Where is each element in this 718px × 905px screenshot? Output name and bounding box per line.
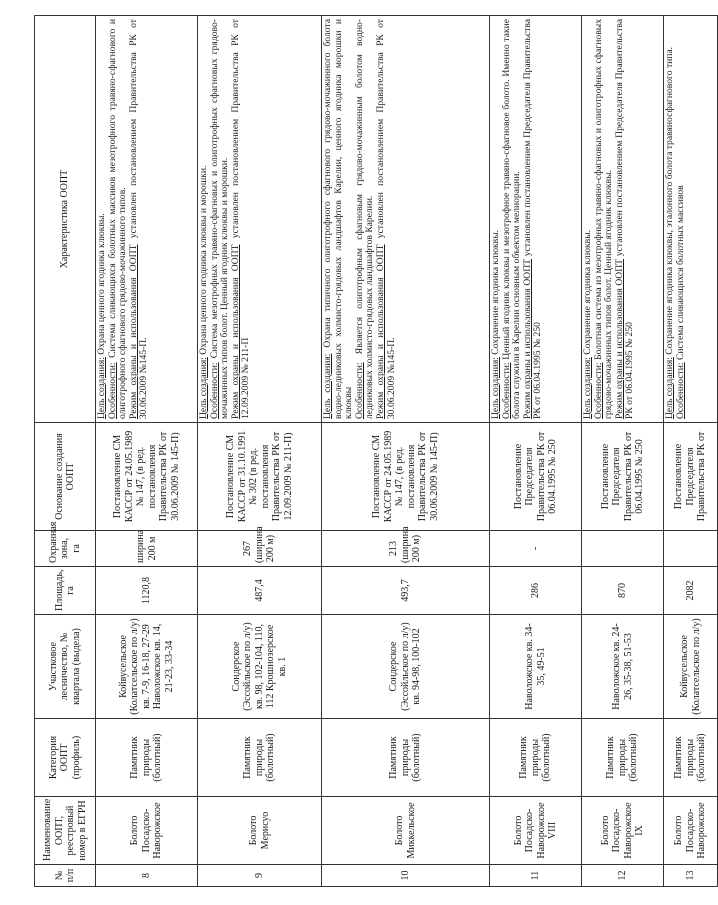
protected-areas-table [34,15,718,887]
characteristic-label: Цель создания: [96,357,107,419]
area-category: Памятник природы (болотный) [198,719,322,797]
table-header-row [35,16,96,887]
buffer-zone: 267 (ширина 200 м) [198,531,322,567]
characteristic-text: Сохранение ягодника клюквы. [582,229,593,355]
characteristic-text: установлен постановлением Правительства РК от 30.06.2009 №145-П. [374,19,397,419]
characteristic-paragraph [231,19,252,419]
area-name: Болото Посадско-Наворожское [96,797,198,865]
area-name: Болото Мерисуо [198,797,322,865]
characteristic-label: Режим охраны и использования ООПТ [374,244,386,419]
characteristic-paragraph [615,19,636,419]
area-name: Болото Посадско-Наворожское VIII [490,797,582,865]
table-row [322,16,490,887]
area-category: Памятник природы (болотный) [96,719,198,797]
row-number: 12 [582,865,664,887]
header-number: № п/п [35,865,96,887]
characteristic-paragraph [502,19,523,419]
header-basis: Основание создания ООПТ [35,423,96,531]
characteristic-text: Сохранение ягодника клюквы, эталонного болота травяносфагнового типа. [664,46,675,355]
characteristic-paragraph [355,19,376,419]
area-name: Болото Посадско-Наворожское IX [582,797,664,865]
creation-basis: Постановление Председателя Правительства РК от 06.04.1995 № 250 [490,423,582,531]
table-row [582,16,664,887]
forestry-quarters: Наволожское кв. 34-35, 49-51 [490,615,582,719]
characteristic-text: установлен постановлением Правительства РК от 12.09.2009 № 211-П [229,19,252,419]
characteristic-text: Система мезотрофных травяно-сфагновых и олиготрофных сфагновых грядово-мочажинных типов болот. Ценный ягодник клюквы и морошки. [208,19,231,419]
characteristic-text: Охрана ценного ягодника клюквы и морошки. [198,165,209,355]
characteristic-text: Сохранение ягодника клюквы. [490,229,501,355]
characteristic-text: Ценный ягодник клюквы и мезотрофное травяно-сфагновое болото. Именно такие болота служили в Карелии основным объектом мелиорации. [500,19,523,419]
characteristic-label: Особенности: [208,362,220,419]
characteristic-paragraph [323,19,355,419]
characteristic-paragraph [210,19,231,419]
area-hectares: 2082 [664,567,718,615]
header-forestry: Участковое лесничество, № квартала (выдела) [35,615,96,719]
buffer-zone: ширина 200 м [96,531,198,567]
characteristic-paragraph [523,19,544,419]
rotated-document-page [34,15,708,887]
characteristic-label: Режим охраны и использования ООПТ [229,244,241,419]
header-characteristics: Характеристика ООПТ [35,16,96,423]
characteristic-text: Система сливающихся болотных массивов [674,185,686,361]
characteristic-label: Особенности: [106,362,118,419]
forestry-quarters: Сондерское (Эссойльское по л/у) кв. 98, 102-104, 110, 112 Крошнозерское кв. 1 [198,615,322,719]
creation-basis: Постановление Председателя Правительства РК от [664,423,718,531]
area-category: Памятник природы (болотный) [322,719,490,797]
row-number: 13 [664,865,718,887]
characteristic-text: Является олиготрофным сфагновым грядово-мочажинным болотом водно-ледниковых холмисто-грядовых ландшафтов Карелии. [353,19,376,419]
area-hectares: 870 [582,567,664,615]
area-category: Памятник природы (болотный) [490,719,582,797]
forestry-quarters: Сондерское (Эссойльское по л/у) кв. 94-98, 100-102 [322,615,490,719]
characteristic-text: Система сливающихся болотных массивов мезотрофного травяно-сфагнового и олиготрофного сфагнового грядово-мочажинного типов. [106,19,129,419]
area-name: Болото Миккельское [322,797,490,865]
area-category: Памятник природы (болотный) [582,719,664,797]
area-category: Памятник природы (болотный) [664,719,718,797]
creation-basis: Постановление СМ КАССР от 31.10.1991 № 302 (в ред. постановления Правительства РК от 12.09.2009 № 211-П) [198,423,322,531]
creation-basis: Постановление СМ КАССР от 24.05.1989 № 147, (в ред. постановления Правительства РК от 30.06.2009 № 145-П) [96,423,198,531]
buffer-zone [664,531,718,567]
characteristic-text: установлен постановлением Правительства РК от 30.06.2009 №145-П. [127,19,150,419]
characteristic-label: Цель создания: [582,357,593,419]
forestry-quarters: Койвусельское (Колатсельское по л/у) [664,615,718,719]
buffer-zone [582,531,664,567]
characteristic-label: Цель создания: [198,357,209,419]
characteristic-label: Цель создания: [664,357,675,419]
table-row [664,16,718,887]
row-number: 8 [96,865,198,887]
characteristic-paragraph [108,19,129,419]
header-area: Площадь, га [35,567,96,615]
characteristic-label: Режим охраны и использования ООПТ [613,258,625,419]
characteristic-text: установлен постановлением Председателя Правительства РК от 06.04.1995 № 250 [521,18,544,419]
buffer-zone: - [490,531,582,567]
characteristic-text: Охрана ценного ягодника клюквы. [96,213,107,355]
characteristic-label: Особенности: [592,362,604,419]
header-category: Категория ООПТ (профиль) [35,719,96,797]
characteristic-text: Охрана типичного олиготрофного сфагнового грядово-мочажинного болота водно-ледниковых холмисто-грядовых ландшафтов Карелии, ценного ягодника морошки и клюквы [322,19,355,419]
characteristic-label: Особенности: [353,362,365,419]
area-hectares: 286 [490,567,582,615]
row-number: 11 [490,865,582,887]
area-characteristics [198,16,322,423]
area-characteristics [664,16,718,423]
header-name: Наименование ООПТ, реестровый номер в ЕГРН [35,797,96,865]
area-characteristics [582,16,664,423]
forestry-quarters: Наволожское кв. 24-26, 35-38, 51-53 [582,615,664,719]
characteristic-label: Режим охраны и использования ООПТ [127,244,139,419]
creation-basis: Постановление Председателя Правительства РК от 06.04.1995 № 250 [582,423,664,531]
characteristic-paragraph [129,19,150,419]
area-hectares: 493,7 [322,567,490,615]
characteristic-label: Режим охраны и использования ООПТ [521,258,533,419]
characteristic-paragraph [594,19,615,419]
table-row [198,16,322,887]
characteristic-paragraph [676,19,687,419]
characteristic-label: Цель создания: [490,357,501,419]
table-row [96,16,198,887]
characteristic-text: установлен постановлением Председателя Правительства РК от 06.04.1995 № 250 [613,18,636,419]
area-characteristics [96,16,198,423]
characteristic-label: Особенности: [500,362,512,419]
characteristic-text: Болотная система из мезотрофных травяно-сфагновых и олиготрофных сфагновых грядово-мочажинных типов болот. Ценный ягодник клюквы. [592,19,615,419]
area-characteristics [490,16,582,423]
table-row [490,16,582,887]
header-buffer-zone: Охранная зона, га [35,531,96,567]
area-hectares: 487,4 [198,567,322,615]
characteristic-paragraph [376,19,397,419]
characteristic-label: Особенности: [674,362,686,419]
area-hectares: 1120,8 [96,567,198,615]
buffer-zone: 213 (ширина 200 м) [322,531,490,567]
row-number: 9 [198,865,322,887]
area-name: Болото Посадско-Наворожское [664,797,718,865]
row-number: 10 [322,865,490,887]
area-characteristics [322,16,490,423]
characteristic-label: Цель создания: [322,353,333,419]
creation-basis: Постановление СМ КАССР от 24.05.1989 № 147, (в ред. постановления Правительства РК от 30.06.2009 № 145-П) [322,423,490,531]
forestry-quarters: Койвусельское (Колатсельское по л/у) кв. 7-9, 16-18, 27-29 Наволожское кв. 14, 21-23, 33-34 [96,615,198,719]
